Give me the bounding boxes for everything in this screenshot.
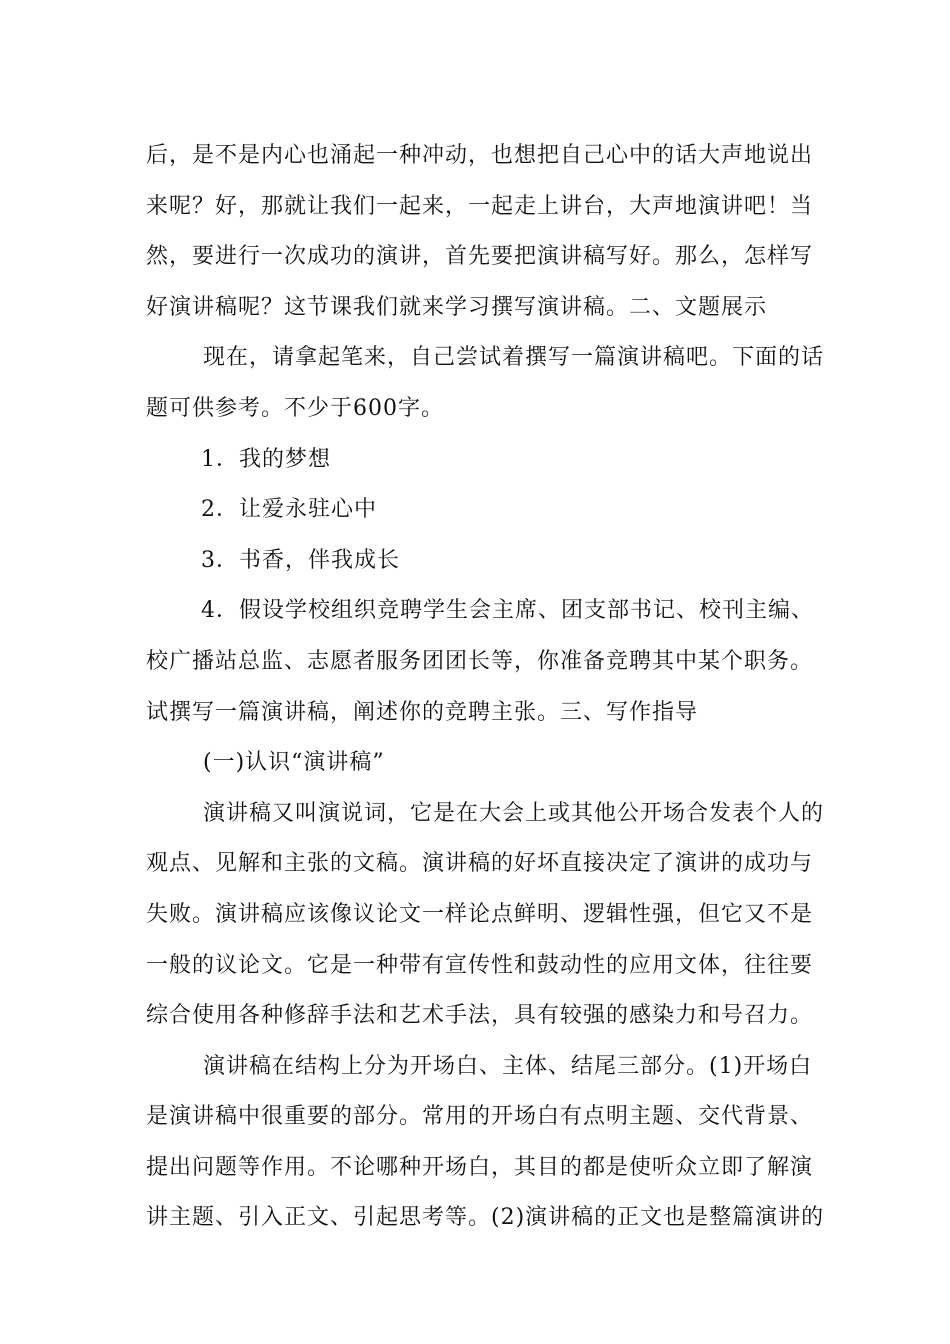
paragraph-line: 然，要进行一次成功的演讲，首先要把演讲稿写好。那么，怎样写	[146, 244, 814, 270]
list-item: 2．让爱永驻心中	[201, 497, 377, 523]
paragraph-line: 一般的议论文。它是一种带有宣传性和鼓动性的应用文体，往往要	[146, 952, 814, 978]
list-item: 1．我的梦想	[201, 446, 331, 472]
paragraph-line: 后，是不是内心也涌起一种冲动，也想把自己心中的话大声地说出	[146, 143, 814, 168]
paragraph-line: 讲主题、引入正文、引起思考等。(2)演讲稿的正文也是整篇演讲的	[146, 1205, 825, 1231]
paragraph-line: 提出问题等作用。不论哪种开场白，其目的都是使听众立即了解演	[146, 1154, 814, 1180]
paragraph-line: 试撰写一篇演讲稿，阐述你的竞聘主张。三、写作指导	[146, 699, 699, 725]
paragraph-line: 校广播站总监、志愿者服务团团长等，你准备竞聘其中某个职务。	[146, 648, 814, 674]
paragraph-line: 综合使用各种修辞手法和艺术手法，具有较强的感染力和号召力。	[146, 1003, 814, 1029]
paragraph-line: 失败。演讲稿应该像议论文一样论点鲜明、逻辑性强，但它又不是	[146, 901, 814, 927]
paragraph-line: 来呢？好，那就让我们一起来，一起走上讲台，大声地演讲吧！当	[146, 193, 814, 219]
document-body	[146, 131, 825, 1244]
paragraph-line: 演讲稿在结构上分为开场白、主体、结尾三部分。(1)开场白	[203, 1053, 813, 1079]
paragraph-line: 现在，请拿起笔来，自己尝试着撰写一篇演讲稿吧。下面的话	[203, 345, 825, 371]
paragraph-line: 观点、见解和主张的文稿。演讲稿的好坏直接决定了演讲的成功与	[146, 851, 814, 877]
paragraph-line: 演讲稿又叫演说词，它是在大会上或其他公开场合发表个人的	[203, 800, 825, 826]
list-item: 4．假设学校组织竞聘学生会主席、团支部书记、校刊主编、	[201, 598, 814, 624]
section-heading: (一)认识“演讲稿”	[203, 750, 385, 776]
list-item: 3．书香，伴我成长	[201, 547, 400, 573]
paragraph-line: 题可供参考。不少于600字。	[146, 395, 444, 421]
paragraph-line: 好演讲稿呢？这节课我们就来学习撰写演讲稿。二、文题展示	[146, 294, 768, 320]
paragraph-line: 是演讲稿中很重要的部分。常用的开场白有点明主题、交代背景、	[146, 1104, 814, 1130]
